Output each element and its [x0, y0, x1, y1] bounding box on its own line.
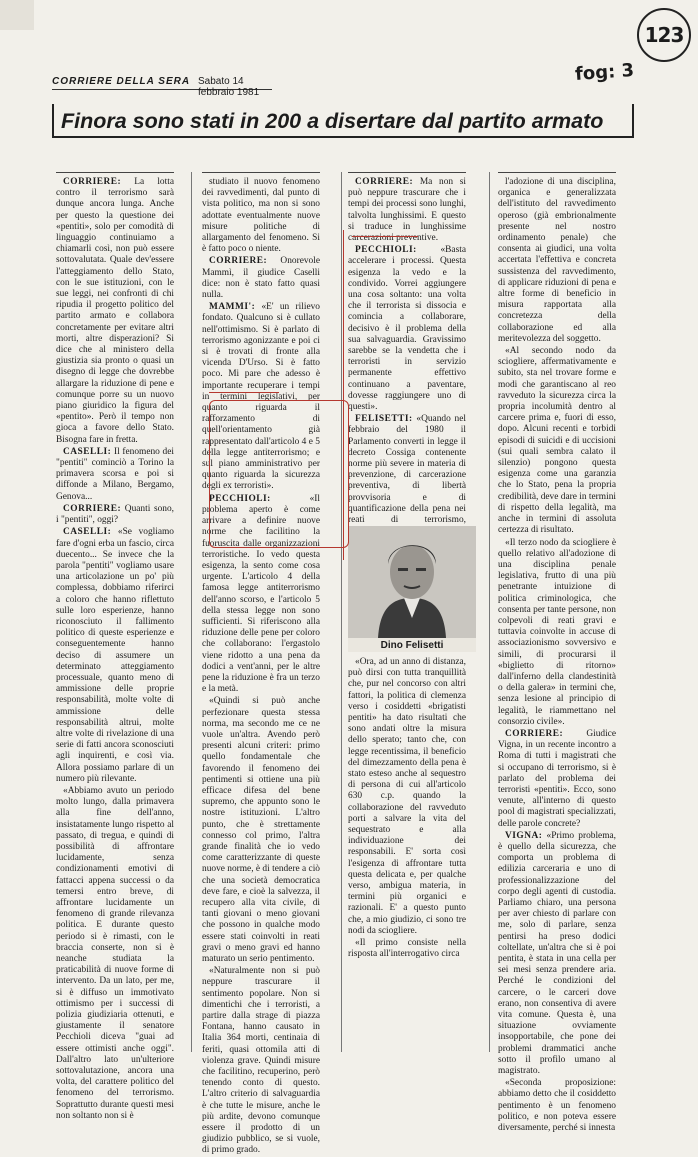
speaker-label: MAMMI':	[209, 302, 256, 313]
article-column-3	[348, 172, 467, 526]
page-corner	[0, 0, 34, 30]
speaker-label: PECCHIOLI:	[209, 493, 271, 504]
paragraph-text: «Primo problema, è quello della sicurezza, che comporta un problema di edilizia carceraria e uno di professionalizzazione del corpo degli agenti di custodia. Parliamo chiaro, una persona per aver chiesto di parlare con me, solo di parlare, senza pentirsi ha preso dodici coltellate, un'altra che si è poi pentita, è stata in una cella per sei mesi senza prendere aria. Perché le condizioni del carcere, o le carceri dove erano, non consentiva di avere vita comune. Questa è, una situazione ovviamente insopportabile, che pone dei problemi drammatici anche sotto il profilo umano al magistrato.	[498, 830, 617, 1077]
paragraph-text: «Abbiamo avuto un periodo molto lungo, dalla primavera alla fine dell'anno, insistatamente lungo rispetto al passato, di tregua, e quindi di possibilità di affrontare lucidamente, senza condizionamenti emotivi di fattacci appena successi o da temersi entro breve, di affrontare lucidamente un fenomeno di grande rilevanza politica. E durante questo periodo si è rimasti, con le braccia conserte, non si è neanche studiata la praticabilità di nuove forme di intervento. Da un lato, per me, si è diffuso un immotivato ottimismo per i successi di polizia giudiziaria ottenuti, e giustamente il senatore Pecchioli diceva "guai ad essere ottimisti anche oggi". Dall'altro lato un'ulteriore sottovalutazione, ancora una volta, del carattere politico del fenomeno del terrorismo. Soprattutto durante questi mesi non soltanto non si è	[56, 785, 174, 1121]
paragraph	[202, 494, 320, 696]
portrait-figure	[348, 526, 476, 652]
article-column-2	[202, 172, 320, 1156]
paragraph-text: «Quindi si può anche perfezionare questa stessa norma, ma secondo me ce ne vuole un'altra. Avendo però presenti alcuni criteri: primo quello fondamentale che favorendo il fenomeno dei pentimenti si ottiene una più efficace difesa del bene supremo, che appunto sono le nostre istituzioni. L'altro punto, che è strettamente connesso col primo, l'altra grande finalità che io vedo come caratterizzante di queste nuove norme, è di tendere a ciò che una società democratica deve fare, e cioè la salvezza, il recupero alla vita civile, di tanti giovani o meno giovani che possono in qualche modo essere stati coinvolti in reati gravi o meno gravi ed hanno maturato un serio pentimento.	[202, 696, 320, 965]
paragraph	[56, 177, 174, 446]
column-rule	[341, 172, 342, 1052]
paragraph-text: «Se vogliamo fare d'ogni erba un fascio, circa duecento... Se invece che la parola "pentiti" vogliamo usare una articolazione un po' più complessa, dobbiamo riferirci a coloro che hanno riflettuto sulle loro esperienze, hanno riconosciuto il fallimento politico di queste esperienze e conseguentemente hanno deciso di assumere un determinato atteggiamento processuale, quanto meno di ammissione delle proprie responsabilità, molte volte di ammissione delle responsabilità altrui, molte altre volte di rivelazione di una serie di fatti ancora sconosciuti agli inquirenti, e così via. Allora possiamo parlare di un numero più rilevante.	[56, 527, 174, 784]
speaker-label: VIGNA:	[505, 830, 543, 841]
paragraph	[56, 447, 174, 503]
paragraph	[56, 786, 174, 1122]
paragraph	[202, 256, 320, 301]
issue-date: Sabato 14 febbraio 1981	[198, 76, 260, 98]
speaker-label: CORRIERE:	[63, 503, 122, 514]
paragraph-text: «Seconda proposizione: abbiamo detto che il cosiddetto pentimento è un fenomeno politico, e non poteva essere diversamente, perché si innesta	[498, 1078, 616, 1134]
speaker-label: CORRIERE:	[63, 177, 122, 187]
paragraph	[202, 177, 320, 255]
sheet-mark: fog: 3	[574, 59, 635, 86]
paragraph	[202, 696, 320, 965]
portrait-image	[348, 526, 476, 638]
paragraph	[348, 245, 466, 413]
paragraph	[348, 938, 466, 960]
paragraph	[498, 177, 616, 345]
masthead	[52, 76, 272, 98]
paragraph-text: Ma non si può neppure trascurare che i tempi dei processi sono lunghi, talvolta lunghissimi. E questo si traduce in lunghissime carcerazioni preventive.	[348, 177, 467, 244]
paragraph	[202, 302, 320, 492]
paragraph-text: La lotta contro il terrorismo sarà dunque ancora lunga. Anche per questo la questione dei «pentiti», solo per comodità di linguaggio continuiamo a chiamarli così, non può essere sottovalutata. Quale dev'essere l'atteggiamento dello Stato, con le sue istituzioni, con le sue leggi, nei confronti di chi ripudia il progetto politico del partito armato e collabora concretamente per evitare altri morti, altre disperazioni? Si dice che al ministero della giustizia sia pronto o quasi un disegno di legge che dovrebbe allargare la riduzione di pene e comunque porre su un nuovo piano giuridico la figura del «pentito». Però il tempo non gioca a favore dello Stato. Bisogna fare in fretta.	[56, 177, 174, 445]
paragraph	[56, 527, 174, 785]
paragraph-text: studiato il nuovo fenomeno dei ravvedimenti, dal punto di vista politico, ma non si sono adottate eventualmente nuove misure politiche di allargamento del fenomeno. Si è fatto poco o niente.	[202, 177, 320, 255]
folio-number: 123	[637, 8, 691, 62]
paragraph	[498, 346, 616, 536]
paragraph-text: «Ora, ad un anno di distanza, può dirsi con tutta tranquillità che, pur nel concorso con altri fattori, la politica di clemenza verso i cosiddetti «brigatisti pentiti» ha dato risultati che sono andati oltre la misura dello sperato; tanto che, con legge recentissima, il beneficio del dimezzamento della pena è stato esteso anche al sequestro di persona di cui all'articolo 630 c.p. quando la collaborazione del ravveduto porti a salvare la vita del sequestrato e alla individuazione dei responsabili. E' sorta così l'esigenza di affrontare tutta questa delicata e, per qualche verso, ambigua materia, in termini più organici e razionali. E' a questo punto che, a mio giudizio, ci sono tre nodi da sciogliere.	[348, 657, 466, 936]
paragraph-text: Giudice Vigna, in un recente incontro a Roma di tutti i magistrati che si occupano di terrorismo, si è parlato del problema dei terroristi «pentiti». Ecco, sono venute, all'interno di questo pool di magistrati specializzati, delle parole concrete?	[498, 728, 616, 829]
paragraph-text: l'adozione di una disciplina, organica e generalizzata dell'istituto del ravvedimento operoso (già embrionalmente presente nel nostro ordinamento penale) che consenta ai giudici, una volta accertata l'effettiva e concreta sussistenza del ravvedimento, di applicare riduzioni di pena e altre forme di beneficio in misura rapportata alla concretezza della collaborazione ed alla meritevolezza del soggetto.	[498, 177, 616, 344]
paragraph-text: «Il problema aperto è come arrivare a definire nuove norme che facilitino la fuoruscita dalle organizzazioni terroristiche. Io vedo questa esigenza, la sento come cosa urgente. L'articolo 4 della famosa legge antiterrorismo dell'anno scorso, e l'articolo 5 della stessa legge non sono sufficienti. Si riferiscono alla riduzione delle pene per coloro che collaborano: l'ergastolo viene ridotto a una pena da dodici a vent'anni, per le altre pene la riduzione è fra un terzo e la metà.	[202, 493, 320, 695]
portrait-photo	[348, 526, 476, 638]
paragraph	[498, 1078, 616, 1134]
photo-caption: Dino Felisetti	[380, 640, 444, 651]
article-column-1	[56, 172, 175, 1121]
paragraph-text: Il fenomeno dei "pentiti" cominciò a Torino la primavera scorsa e poi si diffonde a Milano, Bergamo, Genova...	[56, 446, 175, 502]
speaker-label: CORRIERE:	[355, 177, 414, 187]
paragraph	[498, 729, 616, 830]
paragraph	[498, 831, 616, 1077]
column-rule	[191, 172, 192, 1052]
newspaper-name: CORRIERE DELLA SERA	[52, 76, 191, 87]
ink-margin-line	[343, 230, 344, 560]
speaker-label: CORRIERE:	[209, 256, 268, 267]
paragraph-text: «Quando nel febbraio del 1980 il Parlamento converti in legge il decreto Cossiga contenente norme più severe in materia di prevenzione, di carcerazione preventiva, di libertà provvisoria e di quantificazione della pena nei reati di terrorismo,	[348, 414, 467, 526]
paragraph-text: «Al secondo nodo da sciogliere, affermativamente e subito, sta nel trovare forme e modi che garantiscano al reo ravveduto la sicurezza circa la propria incolumità dentro al carcere prima e, fuori di esso, dopo. Alcuni recenti e torbidi episodi di suicidi e di uccisioni (sui quali sembra calato il silenzio) pongono questa esigenza come una garanzia che lo Stato, pena la propria credibilità, deve dare in termini di rispetto della legalità, ma anche in termini di assoluta certezza di risultato.	[498, 346, 616, 536]
paragraph-text: «Naturalmente non si può neppure trascurare il sentimento popolare. Non si dimentichi che i terroristi, a partire dalla strage di piazza Fontana, hanno causato in Italia 364 morti, centinaia di feriti, quasi ottomila atti di violenza grave. Quindi misure che facilitino, recuperino, però tenendo conto di questo. L'altro criterio di salvaguardia è che tutte le misure, anche le più ardite, devono comunque essere il prodotto di un giudizio pubblico, se si vuole, di primo grado.	[202, 966, 320, 1156]
column-rule	[489, 172, 490, 1052]
speaker-label: PECCHIOLI:	[355, 245, 417, 256]
ink-underline	[352, 236, 418, 237]
paragraph	[56, 504, 174, 526]
speaker-label: CORRIERE:	[505, 728, 564, 739]
paragraph	[348, 657, 466, 937]
headline: Finora sono stati in 200 a disertare dal partito armato	[52, 104, 634, 138]
speaker-label: CASELLI:	[63, 527, 112, 538]
paragraph-text: Quanti sono, i "pentiti", oggi?	[56, 503, 175, 526]
article-column-4	[498, 172, 617, 1134]
speaker-label: CASELLI:	[63, 446, 112, 457]
article-column-3-continued	[348, 657, 466, 1052]
paragraph-text: «Basta accelerare i processi. Questa esigenza la vedo e la condivido. Vorrei aggiungere una cosa soltanto: una volta che il terrorista si dissocia e comincia a collaborare, decisivo è il problema della sua salvaguardia. Gravissimo sarebbe se la vendetta che i terroristi in servizio permanente effettivo continuano a paventare, dovesse raggiungere uno di questi».	[348, 245, 466, 413]
paragraph-text: Onorevole Mammì, il giudice Caselli dice: non è stato fatto quasi nulla.	[202, 256, 320, 301]
paragraph	[348, 177, 466, 244]
paragraph	[202, 966, 320, 1156]
speaker-label: FELISETTI:	[355, 414, 413, 425]
ink-underline	[209, 392, 279, 393]
paragraph-text: «E' un rilievo fondato. Qualcuno si è cullato nell'ottimismo. Si è parlato di terrorismo agonizzante e poi ci si è trovati di fronte alla vicenda D'Urso. Si è fatto poco. Mi pare che adesso è importante recuperare i tempi in termini legislativi, per quanto riguarda il rafforzamento di quell'orientamento già rappresentato dall'articolo 4 e 5 della legge antiterrorismo; e sul piano amministrativo per quanto riguarda la sicurezza degli ex terroristi».	[202, 302, 320, 492]
paragraph	[498, 538, 616, 728]
paragraph-text: «Il terzo nodo da sciogliere è quello relativo all'adozione di una disciplina penale legislativa, frutto di una più penetrante intuizione di politica criminologica, che consenta per tante persone, non colpevoli di reati gravi e tuttavia coinvolte in accuse di associazionismo sovversivo e simili, di procurarsi il «biglietto di ritorno» dall'inferno della clandestinità o della galera» in termini che, senza lesione al principio di legalità, le riammettano nel consorzio civile».	[498, 537, 616, 727]
paragraph-text: «Il primo consiste nella risposta all'interrogativo circa	[348, 938, 466, 960]
